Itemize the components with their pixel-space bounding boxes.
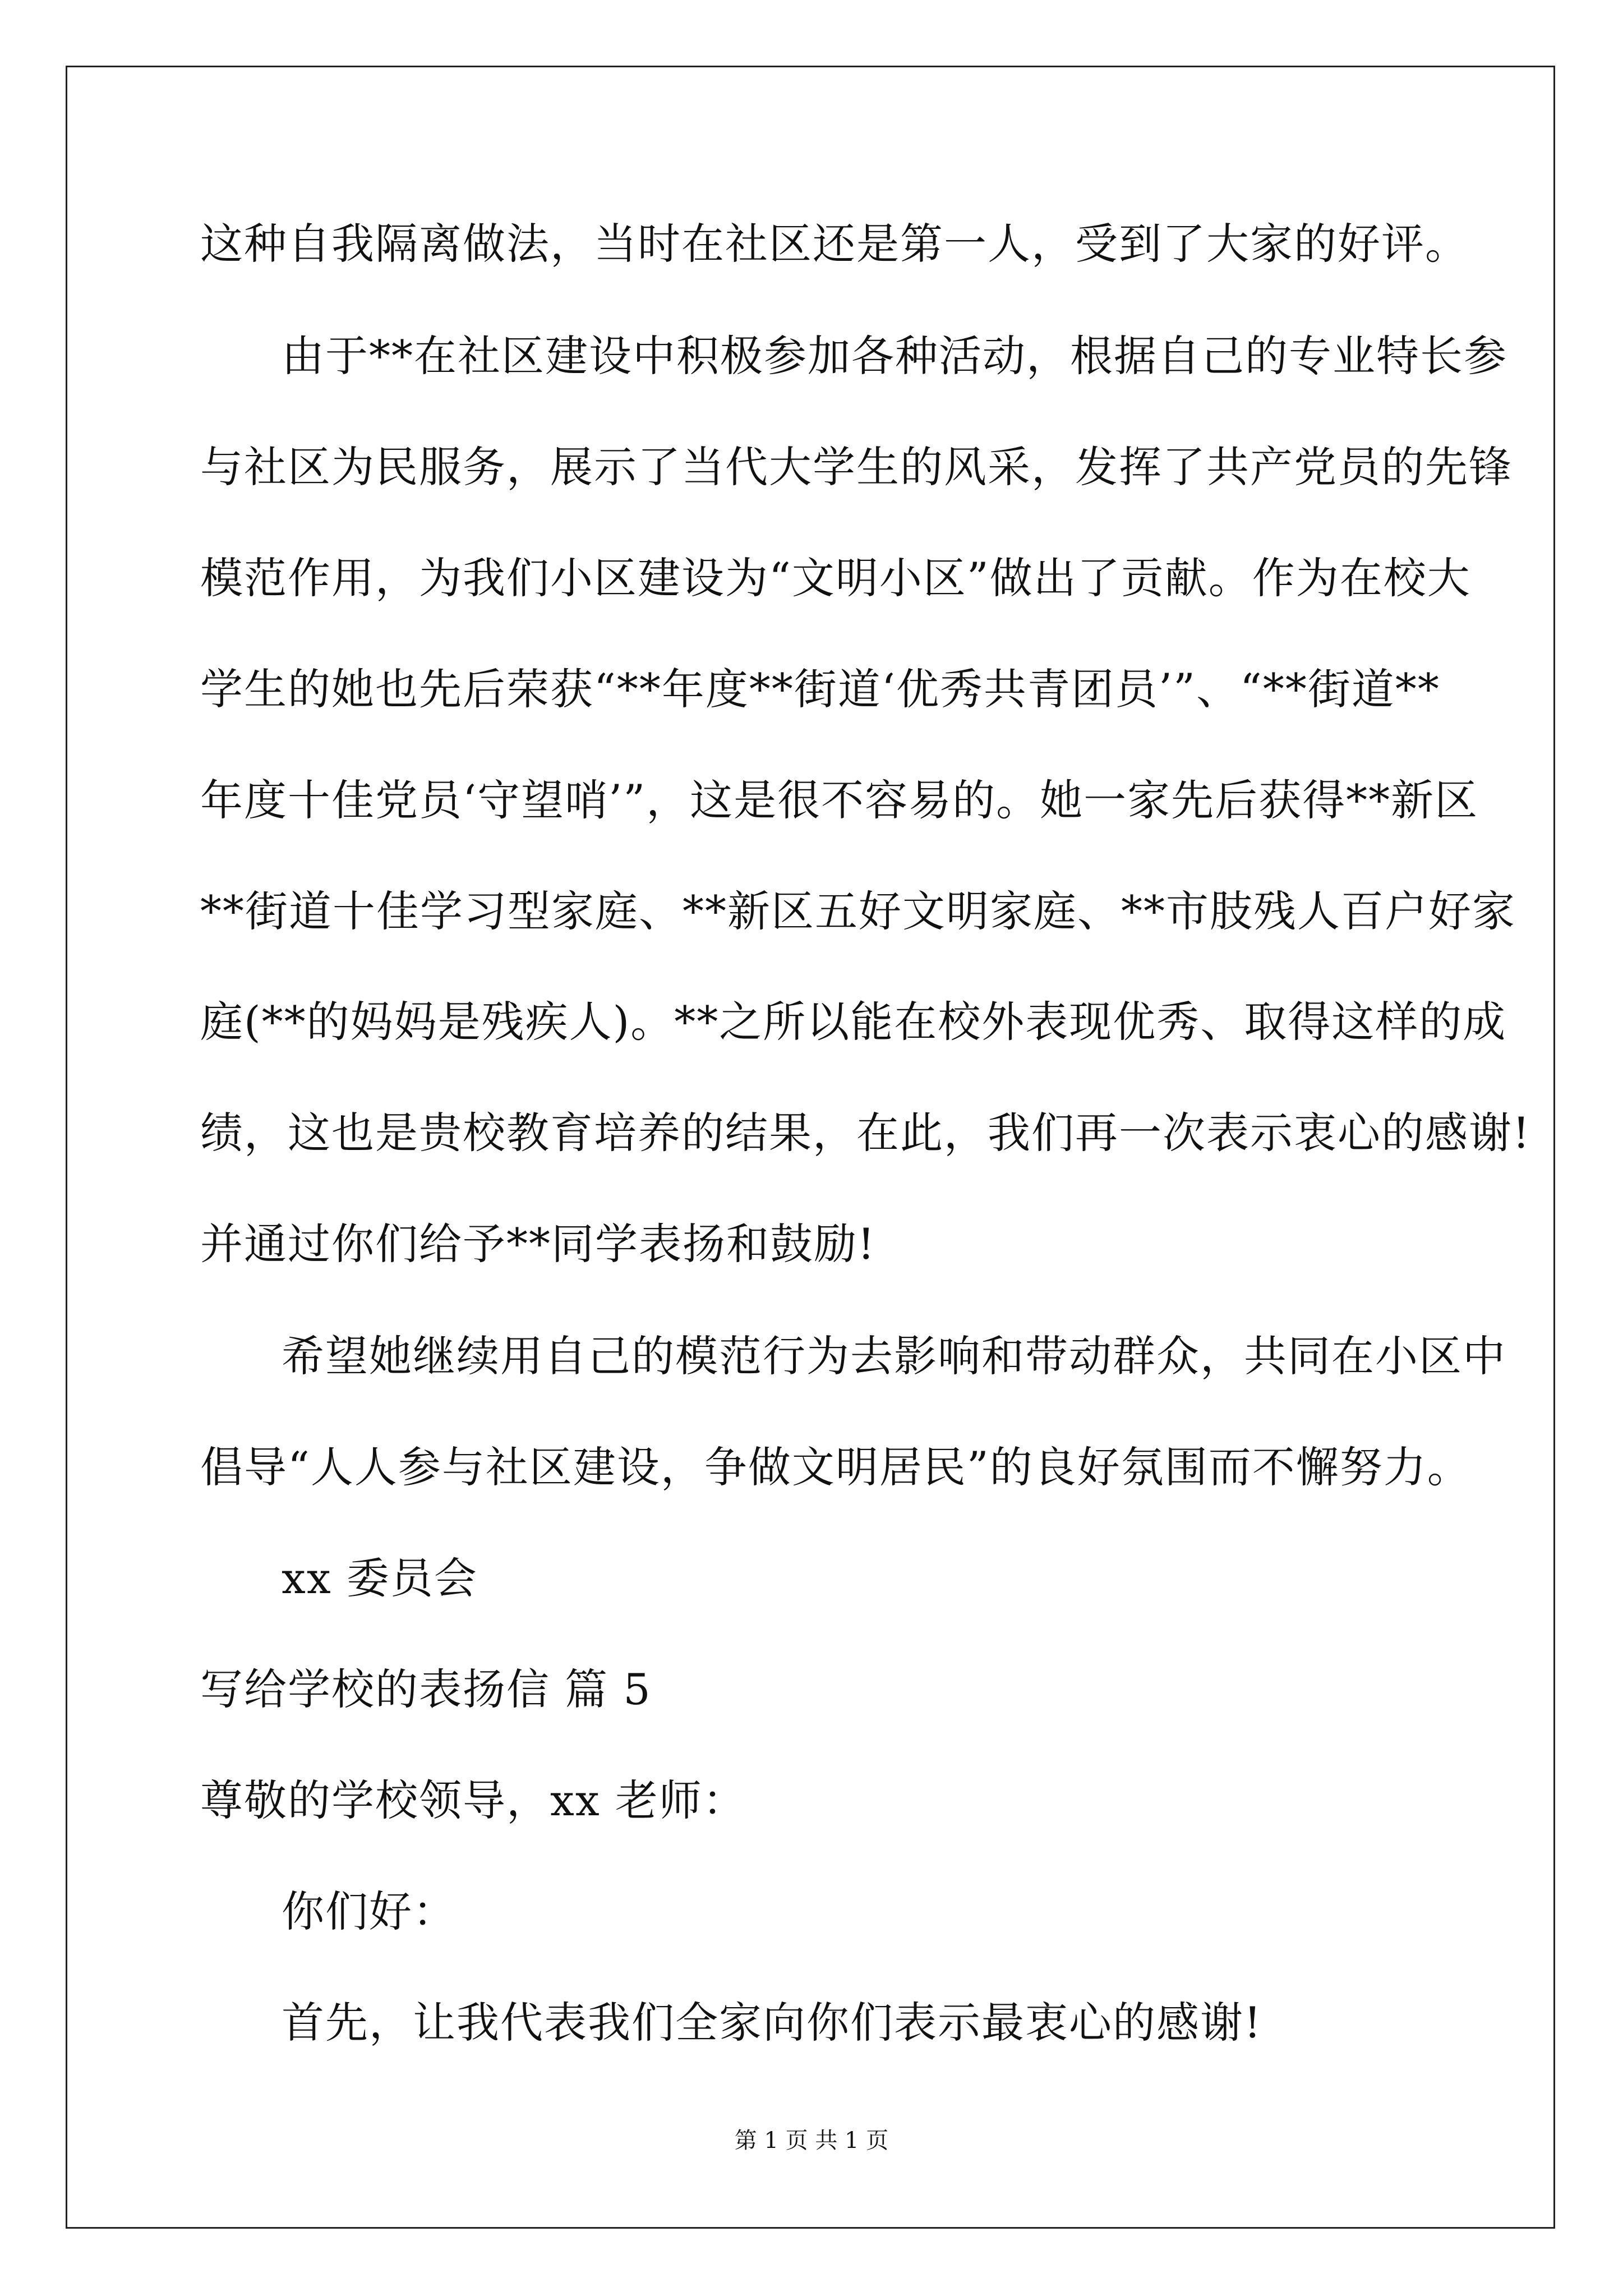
text-line: 绩，这也是贵校教育培养的结果，在此，我们再一次表示衷心的感谢! <box>200 1108 1531 1158</box>
text-line: **街道十佳学习型家庭、**新区五好文明家庭、**市肢残人百户好家 <box>200 886 1516 936</box>
text-line: 模范作用，为我们小区建设为“文明小区”做出了贡献。作为在校大 <box>200 553 1471 603</box>
text-line: 希望她继续用自己的模范行为去影响和带动群众，共同在小区中 <box>282 1331 1506 1381</box>
text-line: 这种自我隔离做法，当时在社区还是第一人，受到了大家的好评。 <box>200 219 1469 269</box>
signature-line: xx 委员会 <box>282 1553 478 1603</box>
text-line: 由于**在社区建设中积极参加各种活动，根据自己的专业特长参 <box>282 331 1507 381</box>
text-line: 庭(**的妈妈是残疾人)。**之所以能在校外表现优秀、取得这样的成 <box>200 997 1507 1047</box>
text-line: 倡导“人人参与社区建设，争做文明居民”的良好氛围而不懈努力。 <box>200 1442 1471 1492</box>
salutation: 尊敬的学校领导，xx 老师： <box>200 1775 746 1825</box>
greeting: 你们好： <box>282 1887 457 1936</box>
page-footer: 第 1 页 共 1 页 <box>734 2128 889 2154</box>
section-heading: 写给学校的表扬信 篇 5 <box>200 1664 652 1714</box>
text-line: 并通过你们给予**同学表扬和鼓励! <box>200 1219 876 1269</box>
text-line: 与社区为民服务，展示了当代大学生的风采，发挥了共产党员的先锋 <box>200 442 1513 492</box>
text-line: 学生的她也先后荣获“**年度**街道‘优秀共青团员’”、“**街道** <box>200 664 1440 714</box>
text-line: 年度十佳党员‘守望哨’”，这是很不容易的。她一家先后获得**新区 <box>200 775 1479 825</box>
text-line: 首先，让我代表我们全家向你们表示最衷心的感谢! <box>282 1998 1262 2047</box>
